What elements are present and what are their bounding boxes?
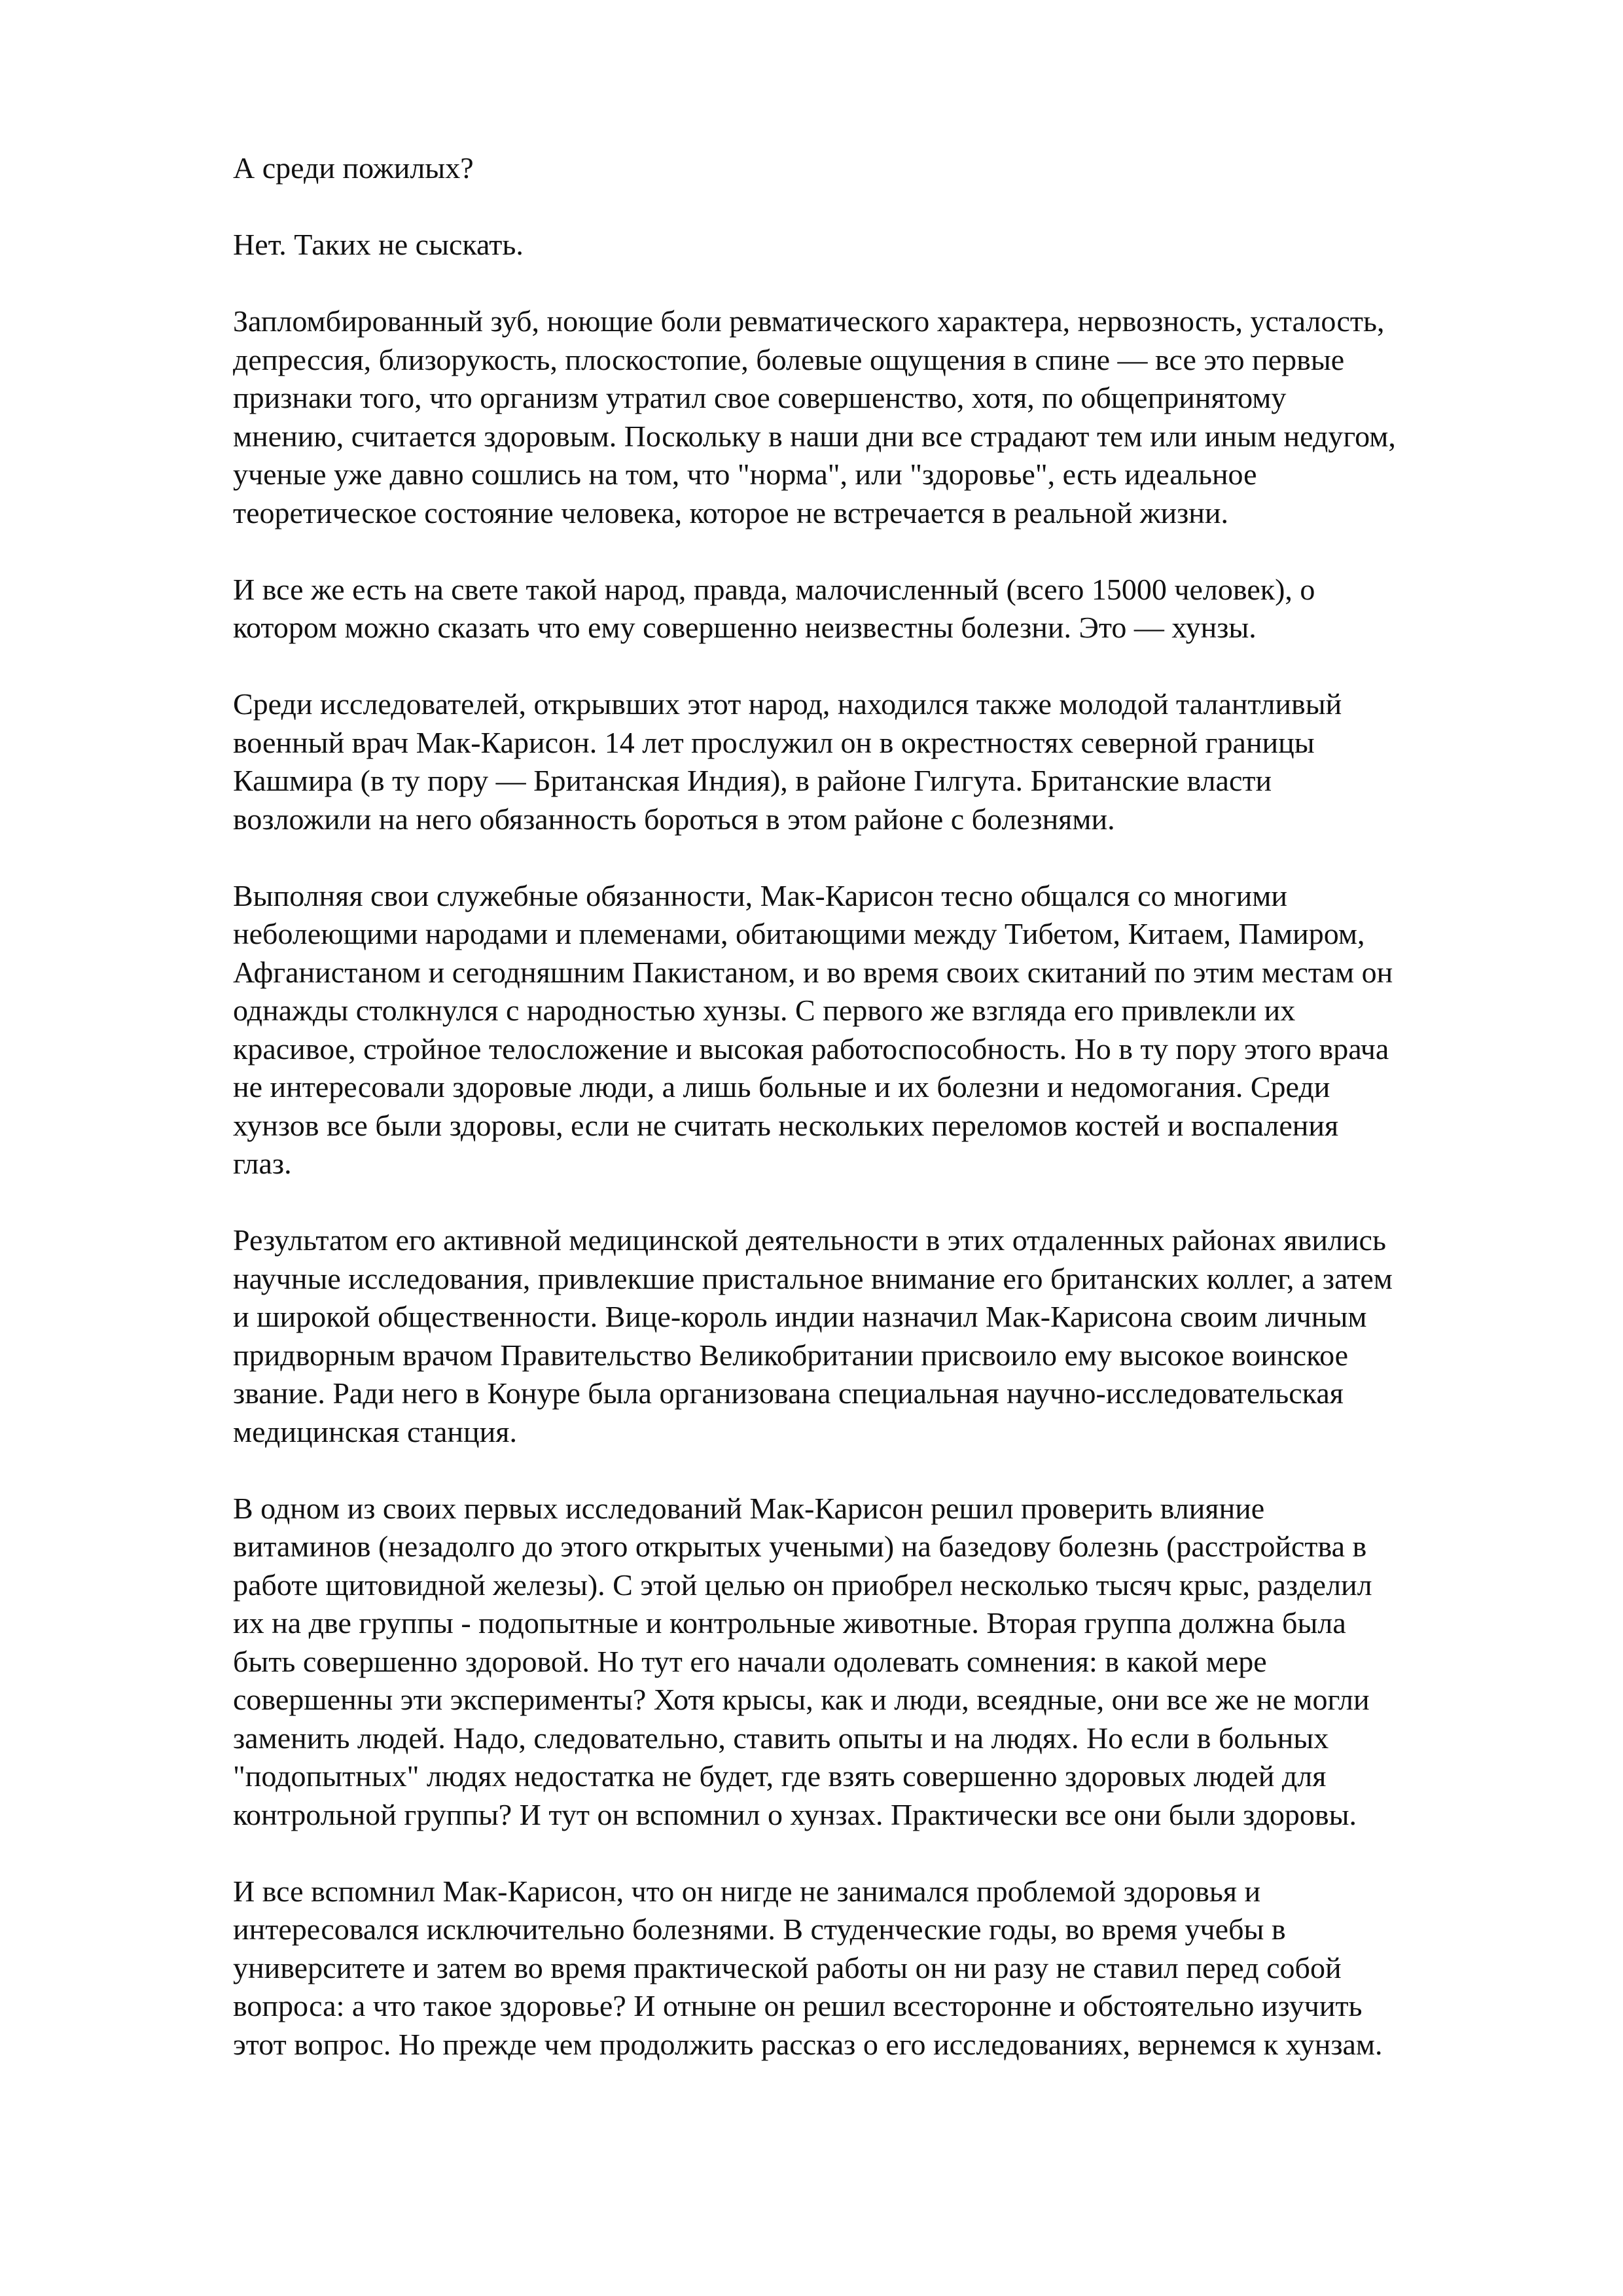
document-body xyxy=(233,149,1529,2102)
text-line: Запломбированный зуб, ноющие боли ревматического характера, нервозность, усталость, xyxy=(233,304,1385,338)
text-line: звание. Ради него в Конуре была организована специальная научно-исследовательская xyxy=(233,1376,1344,1410)
text-line: придворным врачом Правительство Великобритании присвоило ему высокое воинское xyxy=(233,1338,1349,1372)
text-line: заменить людей. Надо, следовательно, ставить опыты и на людях. Но если в больных xyxy=(233,1721,1329,1755)
text-line: Среди исследователей, открывших этот народ, находился также молодой талантливый xyxy=(233,687,1342,721)
text-line: вопроса: а что такое здоровье? И отныне он решил всесторонне и обстоятельно изучить xyxy=(233,1989,1363,2022)
text-line: их на две группы - подопытные и контрольные животные. Вторая группа должна была xyxy=(233,1606,1346,1640)
text-line: глаз. xyxy=(233,1147,292,1180)
text-line: Нет. Таких не сыскать. xyxy=(233,228,524,261)
text-line: Результатом его активной медицинской деятельности в этих отдаленных районах явились xyxy=(233,1223,1386,1257)
text-line: быть совершенно здоровой. Но тут его начали одолевать сомнения: в какой мере xyxy=(233,1644,1267,1678)
text-line: "подопытных" людях недостатка не будет, где взять совершенно здоровых людей для xyxy=(233,1759,1327,1793)
text-line: И все вспомнил Мак-Карисон, что он нигде не занимался проблемой здоровья и xyxy=(233,1874,1261,1908)
paragraph xyxy=(233,571,1529,647)
text-line: витаминов (незадолго до этого открытых учеными) на базедову болезнь (расстройства в xyxy=(233,1530,1367,1563)
text-line: военный врач Мак-Карисон. 14 лет прослужил он в окрестностях северной границы xyxy=(233,725,1315,759)
text-line: В одном из своих первых исследований Мак-Карисон решил проверить влияние xyxy=(233,1491,1265,1525)
text-line: теоретическое состояние человека, которое не встречается в реальной жизни. xyxy=(233,495,1229,529)
text-line: не интересовали здоровые люди, а лишь больные и их болезни и недомогания. Среди xyxy=(233,1070,1330,1103)
paragraph xyxy=(233,1490,1529,1835)
paragraph xyxy=(233,149,1529,188)
text-line: Выполняя свои служебные обязанности, Мак-Карисон тесно общался со многими xyxy=(233,878,1288,912)
text-line: Афганистаном и сегодняшним Пакистаном, и во время своих скитаний по этим местам он xyxy=(233,955,1393,989)
text-line: совершенны эти эксперименты? Хотя крысы, как и люди, всеядные, они все же не могли xyxy=(233,1683,1370,1716)
paragraph xyxy=(233,302,1529,532)
text-line: работе щитовидной железы). С этой целью он приобрел несколько тысяч крыс, разделил xyxy=(233,1568,1372,1602)
text-line: депрессия, близорукость, плоскостопие, болевые ощущения в спине — все это первые xyxy=(233,342,1345,376)
text-line: И все же есть на свете такой народ, правда, малочисленный (всего 15000 человек), о xyxy=(233,572,1315,606)
text-line: красивое, стройное телосложение и высокая работоспособность. Но в ту пору этого врача xyxy=(233,1031,1389,1066)
text-line: признаки того, что организм утратил свое совершенство, хотя, по общепринятому xyxy=(233,381,1287,414)
text-line: возложили на него обязанность бороться в этом районе с болезнями. xyxy=(233,802,1115,836)
text-line: научные исследования, привлекшие пристальное внимание его британских коллег, а затем xyxy=(233,1261,1393,1295)
text-line: университете и затем во время практической работы он ни разу не ставил перед собой xyxy=(233,1950,1342,1984)
text-line: неболеющими народами и племенами, обитающими между Тибетом, Китаем, Памиром, xyxy=(233,917,1365,950)
text-line: однажды столкнулся с народностью хунзы. С первого же взгляда его привлекли их xyxy=(233,994,1296,1027)
text-line: А среди пожилых? xyxy=(233,151,474,185)
text-line: контрольной группы? И тут он вспомнил о хунзах. Практически все они были здоровы. xyxy=(233,1797,1357,1831)
text-line: ученые уже давно сошлись на том, что "норма", или "здоровье", есть идеальное xyxy=(233,457,1257,491)
paragraph xyxy=(233,877,1529,1183)
text-line: интересовался исключительно болезнями. В студенческие годы, во время учебы в xyxy=(233,1912,1286,1946)
paragraph xyxy=(233,1873,1529,2064)
text-line: медицинская станция. xyxy=(233,1414,517,1448)
paragraph xyxy=(233,226,1529,264)
text-line: и широкой общественности. Вице-король индии назначил Мак-Карисона своим личным xyxy=(233,1300,1367,1333)
text-line: Кашмира (в ту пору — Британская Индия), в районе Гилгута. Британские власти xyxy=(233,764,1272,797)
paragraph xyxy=(233,685,1529,838)
text-line: этот вопрос. Но прежде чем продолжить рассказ о его исследованиях, вернемся к хунзам. xyxy=(233,2027,1383,2061)
text-line: мнению, считается здоровым. Поскольку в наши дни все страдают тем или иным недугом, xyxy=(233,419,1396,453)
paragraph xyxy=(233,1221,1529,1451)
text-line: котором можно сказать что ему совершенно неизвестны болезни. Это — хунзы. xyxy=(233,611,1257,644)
text-line: хунзов все были здоровы, если не считать нескольких переломов костей и воспаления xyxy=(233,1108,1339,1142)
